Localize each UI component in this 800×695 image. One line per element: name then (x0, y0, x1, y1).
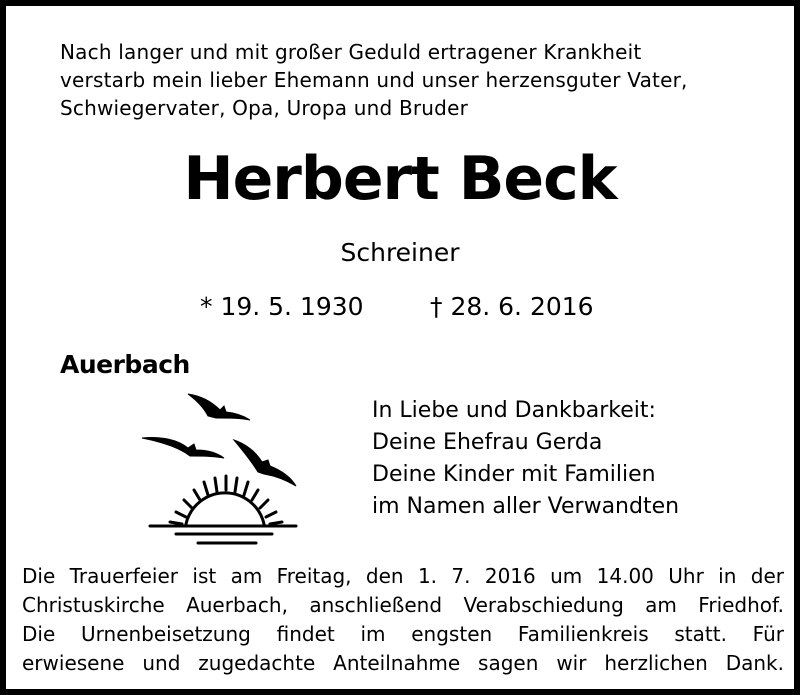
service-line: Christuskirche Auerbach, anschließend Verabschiedung am Friedhof. (22, 593, 784, 617)
place: Auerbach (60, 350, 190, 379)
service-line: Die Urnenbeisetzung findet im engsten Familienkreis statt. Für (22, 622, 784, 646)
service-line: Die Trauerfeier ist am Freitag, den 1. 7. 2016 um 14.00 Uhr in der (22, 564, 784, 588)
family-line: im Namen aller Verwandten (372, 494, 680, 519)
family-line: Deine Ehefrau Gerda (372, 430, 603, 455)
intro-line: Schwiegervater, Opa, Uropa und Bruder (60, 96, 469, 120)
service-line: erwiesene und zugedachte Anteilnahme sagen wir herzlichen Dank. (22, 651, 784, 675)
intro-line: Nach langer und mit großer Geduld ertragener Krankheit (60, 40, 642, 64)
birth-date: * 19. 5. 1930 (200, 292, 364, 321)
family-line: In Liebe und Dankbarkeit: (372, 398, 656, 423)
death-date: † 28. 6. 2016 (430, 292, 594, 321)
birds-sunset-icon (132, 378, 312, 528)
water-lines-icon (132, 524, 312, 548)
occupation: Schreiner (340, 238, 460, 267)
intro-line: verstarb mein lieber Ehemann und unser herzensguter Vater, (60, 68, 688, 92)
deceased-name: Herbert Beck (183, 144, 617, 214)
family-line: Deine Kinder mit Familien (372, 462, 656, 487)
